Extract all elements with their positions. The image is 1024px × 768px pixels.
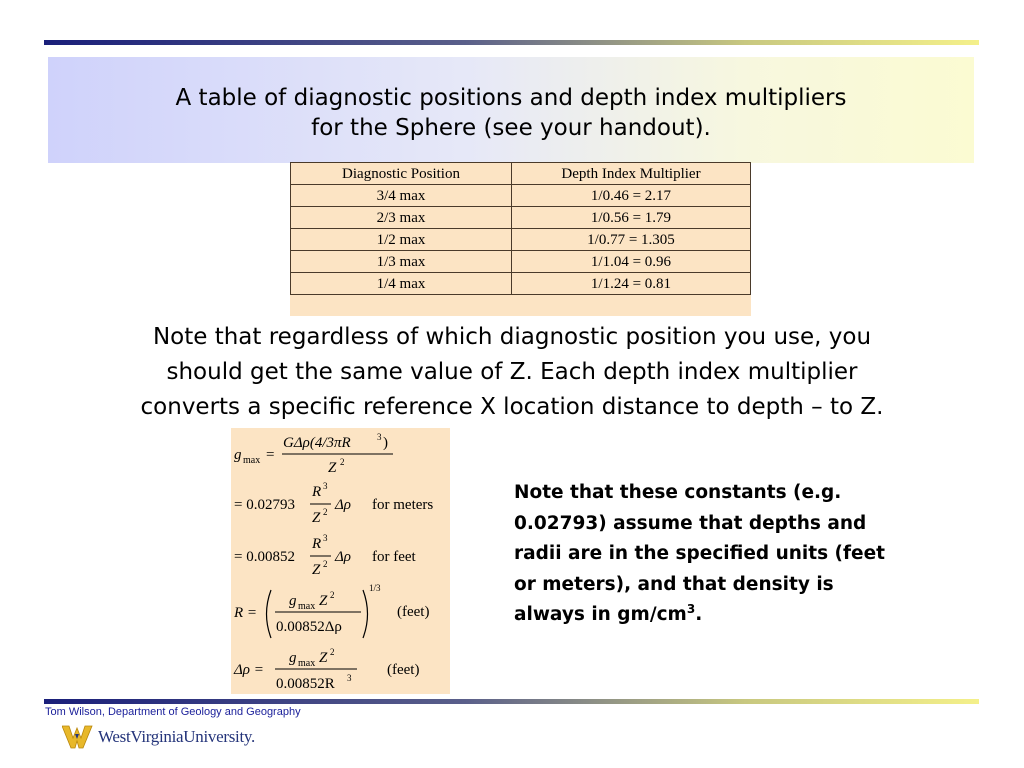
units-note-end: . xyxy=(695,604,703,625)
formula-equations xyxy=(231,428,450,694)
units-note xyxy=(514,478,889,631)
svg-text:max: max xyxy=(243,455,261,466)
svg-text:2: 2 xyxy=(330,590,335,600)
table-cell: 1/4 max xyxy=(291,273,512,295)
formula-radius xyxy=(233,583,429,638)
table-header-cell: Diagnostic Position xyxy=(291,163,512,185)
formula-feet xyxy=(234,533,417,578)
svg-text:Z: Z xyxy=(312,562,321,578)
svg-text:3: 3 xyxy=(323,533,328,543)
diagnostic-table-container xyxy=(290,162,751,316)
svg-text:max: max xyxy=(298,658,316,669)
svg-text:3: 3 xyxy=(347,673,352,683)
wv-logo-icon xyxy=(62,724,96,750)
formula-gmax xyxy=(234,432,393,476)
svg-text:): ) xyxy=(383,435,388,451)
note-line-3: converts a specific reference X location distance to depth – to Z. xyxy=(140,394,884,420)
table-row xyxy=(291,229,751,251)
svg-text:Δρ: Δρ xyxy=(335,497,352,513)
svg-text:2: 2 xyxy=(323,559,328,569)
footer-credit: Tom Wilson, Department of Geology and Geography xyxy=(45,706,301,718)
table-cell: 3/4 max xyxy=(291,185,512,207)
svg-text:=: = xyxy=(266,447,275,463)
svg-text:g: g xyxy=(234,447,242,463)
university-logo xyxy=(62,722,255,752)
svg-text:(feet): (feet) xyxy=(387,662,420,678)
table-header-row xyxy=(291,163,751,185)
formula-meters xyxy=(234,481,433,526)
svg-text:(feet): (feet) xyxy=(397,604,430,620)
svg-text:3: 3 xyxy=(323,481,328,491)
svg-text:0.00852Δρ: 0.00852Δρ xyxy=(276,619,342,635)
table-header-cell: Depth Index Multiplier xyxy=(512,163,751,185)
svg-text:for meters: for meters xyxy=(372,497,434,513)
units-note-superscript: 3 xyxy=(686,601,696,616)
svg-text:Δρ =: Δρ = xyxy=(234,662,264,678)
svg-text:1/3: 1/3 xyxy=(369,583,381,593)
svg-text:R: R xyxy=(312,484,322,500)
note-line-1: Note that regardless of which diagnostic position you use, you xyxy=(152,324,872,350)
svg-text:GΔρ(4/3πR: GΔρ(4/3πR xyxy=(283,435,351,451)
top-divider xyxy=(44,40,979,45)
svg-text:for feet: for feet xyxy=(372,549,416,565)
bottom-divider xyxy=(44,699,979,704)
svg-text:3: 3 xyxy=(377,432,382,442)
note-paragraph xyxy=(60,320,964,425)
svg-text:2: 2 xyxy=(330,647,335,657)
svg-text:R =: R = xyxy=(234,605,258,621)
svg-text:= 0.02793: = 0.02793 xyxy=(234,497,295,513)
logo-wordmark: WestVirginiaUniversity. xyxy=(98,727,255,746)
svg-text:Δρ: Δρ xyxy=(335,549,352,565)
svg-text:Z: Z xyxy=(312,510,321,526)
svg-text:max: max xyxy=(298,601,316,612)
formula-panel xyxy=(231,428,450,694)
table-cell: 1/1.24 = 0.81 xyxy=(512,273,751,295)
title-line-2: for the Sphere (see your handout). xyxy=(311,115,711,141)
svg-text:2: 2 xyxy=(323,507,328,517)
table-cell: 1/0.77 = 1.305 xyxy=(512,229,751,251)
units-note-text: Note that these constants (e.g. 0.02793) assume that depths and radii are in the specified units (feet or meters), and that density is always in gm/cm xyxy=(514,482,885,625)
svg-text:0.00852R: 0.00852R xyxy=(276,676,335,692)
svg-text:2: 2 xyxy=(340,457,345,467)
table-cell: 1/0.56 = 1.79 xyxy=(512,207,751,229)
table-row xyxy=(291,273,751,295)
svg-text:R: R xyxy=(312,536,322,552)
svg-text:Z: Z xyxy=(319,650,328,666)
table-cell: 1/2 max xyxy=(291,229,512,251)
table-cell: 2/3 max xyxy=(291,207,512,229)
svg-text:g: g xyxy=(289,593,297,609)
title-banner xyxy=(48,57,974,163)
table-cell: 1/3 max xyxy=(291,251,512,273)
title-line-1: A table of diagnostic positions and depth index multipliers xyxy=(175,85,847,111)
formula-density xyxy=(233,647,419,692)
table-row xyxy=(291,251,751,273)
svg-text:Z: Z xyxy=(328,460,337,476)
svg-text:Z: Z xyxy=(319,593,328,609)
table-cell: 1/0.46 = 2.17 xyxy=(512,185,751,207)
table-cell: 1/1.04 = 0.96 xyxy=(512,251,751,273)
svg-text:g: g xyxy=(289,650,297,666)
table-row xyxy=(291,185,751,207)
table-row xyxy=(291,207,751,229)
svg-text:= 0.00852: = 0.00852 xyxy=(234,549,295,565)
note-line-2: should get the same value of Z. Each depth index multiplier xyxy=(166,359,858,385)
diagnostic-table xyxy=(290,162,751,295)
slide-title xyxy=(48,83,974,143)
